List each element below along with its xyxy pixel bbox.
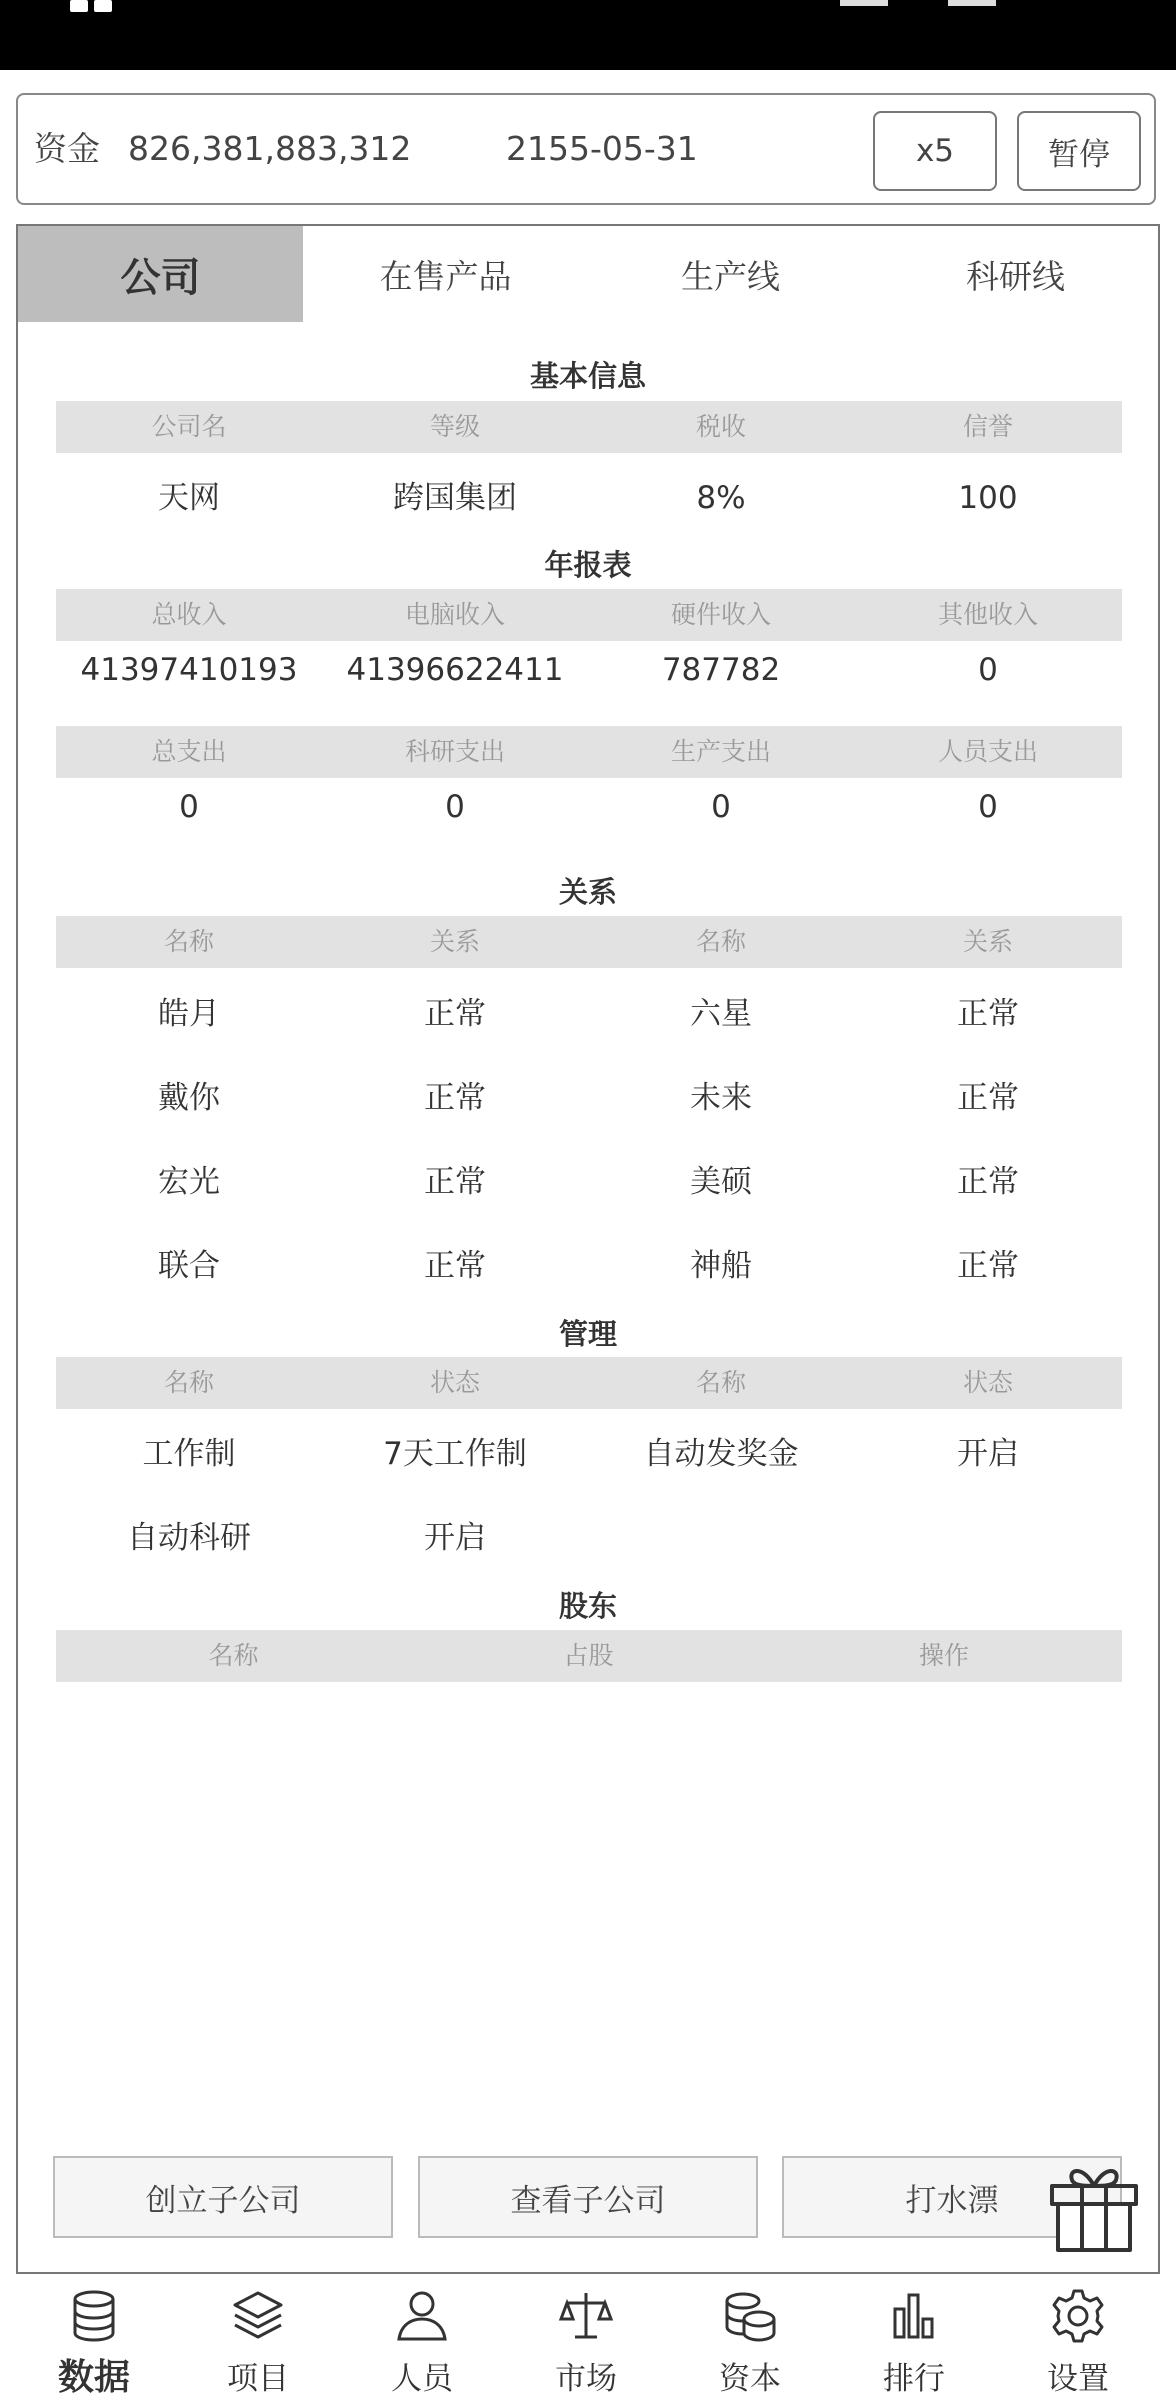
relation-company: 六星 bbox=[690, 996, 752, 1032]
nav-label: 资本 bbox=[719, 2361, 781, 2397]
nav-item-ranking[interactable] bbox=[832, 2275, 996, 2400]
relation-status: 正常 bbox=[424, 1164, 486, 1200]
funds-label: 资金 bbox=[34, 129, 100, 168]
header-cell: 其他收入 bbox=[937, 600, 1038, 629]
header-cell: 公司名 bbox=[151, 412, 227, 441]
header-cell: 关系 bbox=[962, 927, 1013, 956]
header-cell: 名称 bbox=[695, 927, 746, 956]
table-row bbox=[56, 1428, 1122, 1480]
section-title-management: 管理 bbox=[558, 1317, 617, 1351]
section-title-basic-info: 基本信息 bbox=[529, 359, 646, 393]
header-cell: 信誉 bbox=[962, 412, 1013, 441]
status-bar bbox=[0, 0, 1176, 70]
pause-button[interactable]: 暂停 bbox=[1017, 111, 1141, 191]
company-credit: 100 bbox=[958, 480, 1018, 516]
header-cell: 总收入 bbox=[151, 600, 227, 629]
top-info-bar bbox=[16, 93, 1156, 205]
status-bar-right bbox=[840, 0, 996, 6]
header-cell: 操作 bbox=[918, 1641, 969, 1670]
relation-company: 宏光 bbox=[158, 1164, 220, 1200]
skip-stone-button[interactable]: 打水漂 bbox=[782, 2156, 1122, 2238]
create-subsidiary-button[interactable]: 创立子公司 bbox=[53, 2156, 393, 2238]
header-cell: 名称 bbox=[695, 1368, 746, 1397]
relation-status: 正常 bbox=[424, 1080, 486, 1116]
header-cell: 等级 bbox=[429, 412, 480, 441]
table-row bbox=[56, 781, 1122, 833]
hd-indicator-icon bbox=[70, 0, 88, 12]
nav-label: 市场 bbox=[555, 2361, 617, 2397]
database-icon bbox=[65, 2287, 123, 2345]
nav-item-data[interactable] bbox=[12, 2275, 176, 2400]
relation-status: 正常 bbox=[957, 1248, 1019, 1284]
table-header bbox=[56, 726, 1122, 778]
work-system-label: 工作制 bbox=[142, 1436, 236, 1472]
other-income: 0 bbox=[978, 652, 998, 688]
nav-item-staff[interactable] bbox=[340, 2275, 504, 2400]
table-header bbox=[56, 1357, 1122, 1409]
staff-expense: 0 bbox=[978, 789, 998, 825]
header-cell: 名称 bbox=[208, 1641, 259, 1670]
total-income: 41397410193 bbox=[80, 652, 298, 688]
table-header bbox=[56, 589, 1122, 641]
total-expense: 0 bbox=[179, 789, 199, 825]
game-date: 2155-05-31 bbox=[506, 129, 698, 168]
main-panel bbox=[16, 224, 1160, 2274]
header-cell: 名称 bbox=[163, 1368, 214, 1397]
work-system-value[interactable]: 7天工作制 bbox=[383, 1436, 527, 1472]
relation-company: 戴你 bbox=[158, 1080, 220, 1116]
coins-icon bbox=[721, 2287, 779, 2345]
header-cell: 总支出 bbox=[151, 737, 227, 766]
header-cell: 状态 bbox=[962, 1368, 1013, 1397]
tab-company[interactable]: 公司 bbox=[18, 226, 303, 322]
relation-status: 正常 bbox=[424, 996, 486, 1032]
layers-icon bbox=[229, 2287, 287, 2345]
gear-icon bbox=[1049, 2287, 1107, 2345]
nav-label: 排行 bbox=[883, 2361, 945, 2397]
research-expense: 0 bbox=[445, 789, 465, 825]
section-title-annual-report: 年报表 bbox=[544, 548, 632, 582]
nav-label: 人员 bbox=[391, 2361, 453, 2397]
status-bar-indicators bbox=[70, 0, 112, 14]
funds-value: 826,381,883,312 bbox=[128, 129, 412, 168]
table-row bbox=[56, 1072, 1122, 1124]
tab-production-lines[interactable]: 生产线 bbox=[681, 256, 780, 296]
hardware-income: 787782 bbox=[661, 652, 781, 688]
tab-bar bbox=[18, 226, 1158, 322]
nav-label: 项目 bbox=[227, 2361, 289, 2397]
header-cell: 状态 bbox=[429, 1368, 480, 1397]
battery-indicator-icon bbox=[948, 0, 996, 6]
bottom-nav bbox=[0, 2275, 1176, 2400]
nav-item-projects[interactable] bbox=[176, 2275, 340, 2400]
relation-company: 未来 bbox=[690, 1080, 752, 1116]
wifi-indicator-icon bbox=[840, 0, 888, 6]
nav-item-settings[interactable] bbox=[996, 2275, 1160, 2400]
header-cell: 关系 bbox=[429, 927, 480, 956]
company-tax: 8% bbox=[696, 480, 746, 516]
header-cell: 科研支出 bbox=[404, 737, 505, 766]
nav-label: 数据 bbox=[57, 2357, 130, 2398]
relation-status: 正常 bbox=[424, 1248, 486, 1284]
view-subsidiary-button[interactable]: 查看子公司 bbox=[418, 2156, 758, 2238]
relation-company: 联合 bbox=[158, 1248, 220, 1284]
production-expense: 0 bbox=[711, 789, 731, 825]
header-cell: 税收 bbox=[695, 412, 746, 441]
table-row bbox=[56, 1156, 1122, 1208]
gift-icon[interactable] bbox=[1046, 2158, 1142, 2254]
computer-income: 41396622411 bbox=[346, 652, 564, 688]
header-cell: 名称 bbox=[163, 927, 214, 956]
company-name: 天网 bbox=[158, 480, 220, 516]
nav-label: 设置 bbox=[1047, 2361, 1109, 2397]
table-row bbox=[56, 988, 1122, 1040]
table-header bbox=[56, 916, 1122, 968]
auto-bonus-label: 自动发奖金 bbox=[643, 1436, 799, 1472]
auto-bonus-value[interactable]: 开启 bbox=[957, 1436, 1019, 1472]
person-icon bbox=[393, 2287, 451, 2345]
table-row bbox=[56, 1240, 1122, 1292]
table-row bbox=[56, 644, 1122, 696]
tab-research-lines[interactable]: 科研线 bbox=[966, 256, 1065, 296]
table-header bbox=[56, 1630, 1122, 1682]
relation-status: 正常 bbox=[957, 996, 1019, 1032]
header-cell: 生产支出 bbox=[670, 737, 771, 766]
relation-status: 正常 bbox=[957, 1164, 1019, 1200]
relation-status: 正常 bbox=[957, 1080, 1019, 1116]
relation-company: 皓月 bbox=[158, 996, 220, 1032]
speed-button[interactable]: x5 bbox=[873, 111, 997, 191]
table-row bbox=[56, 1512, 1122, 1564]
header-cell: 硬件收入 bbox=[670, 600, 771, 629]
signal-indicator-icon bbox=[94, 0, 112, 12]
section-title-shareholders: 股东 bbox=[558, 1589, 617, 1623]
relation-company: 神船 bbox=[690, 1248, 752, 1284]
tab-products-on-sale[interactable]: 在售产品 bbox=[379, 256, 512, 296]
nav-item-capital[interactable] bbox=[668, 2275, 832, 2400]
table-header bbox=[56, 401, 1122, 453]
company-level: 跨国集团 bbox=[393, 480, 517, 516]
header-cell: 电脑收入 bbox=[404, 600, 505, 629]
auto-research-label: 自动科研 bbox=[127, 1520, 251, 1556]
table-row bbox=[56, 472, 1122, 524]
nav-item-market[interactable] bbox=[504, 2275, 668, 2400]
header-cell: 人员支出 bbox=[937, 737, 1038, 766]
auto-research-value[interactable]: 开启 bbox=[424, 1520, 486, 1556]
scale-icon bbox=[557, 2287, 615, 2345]
section-title-relations: 关系 bbox=[558, 875, 617, 909]
header-cell: 占股 bbox=[563, 1641, 614, 1670]
bar-chart-icon bbox=[885, 2287, 943, 2345]
relation-company: 美硕 bbox=[690, 1164, 752, 1200]
